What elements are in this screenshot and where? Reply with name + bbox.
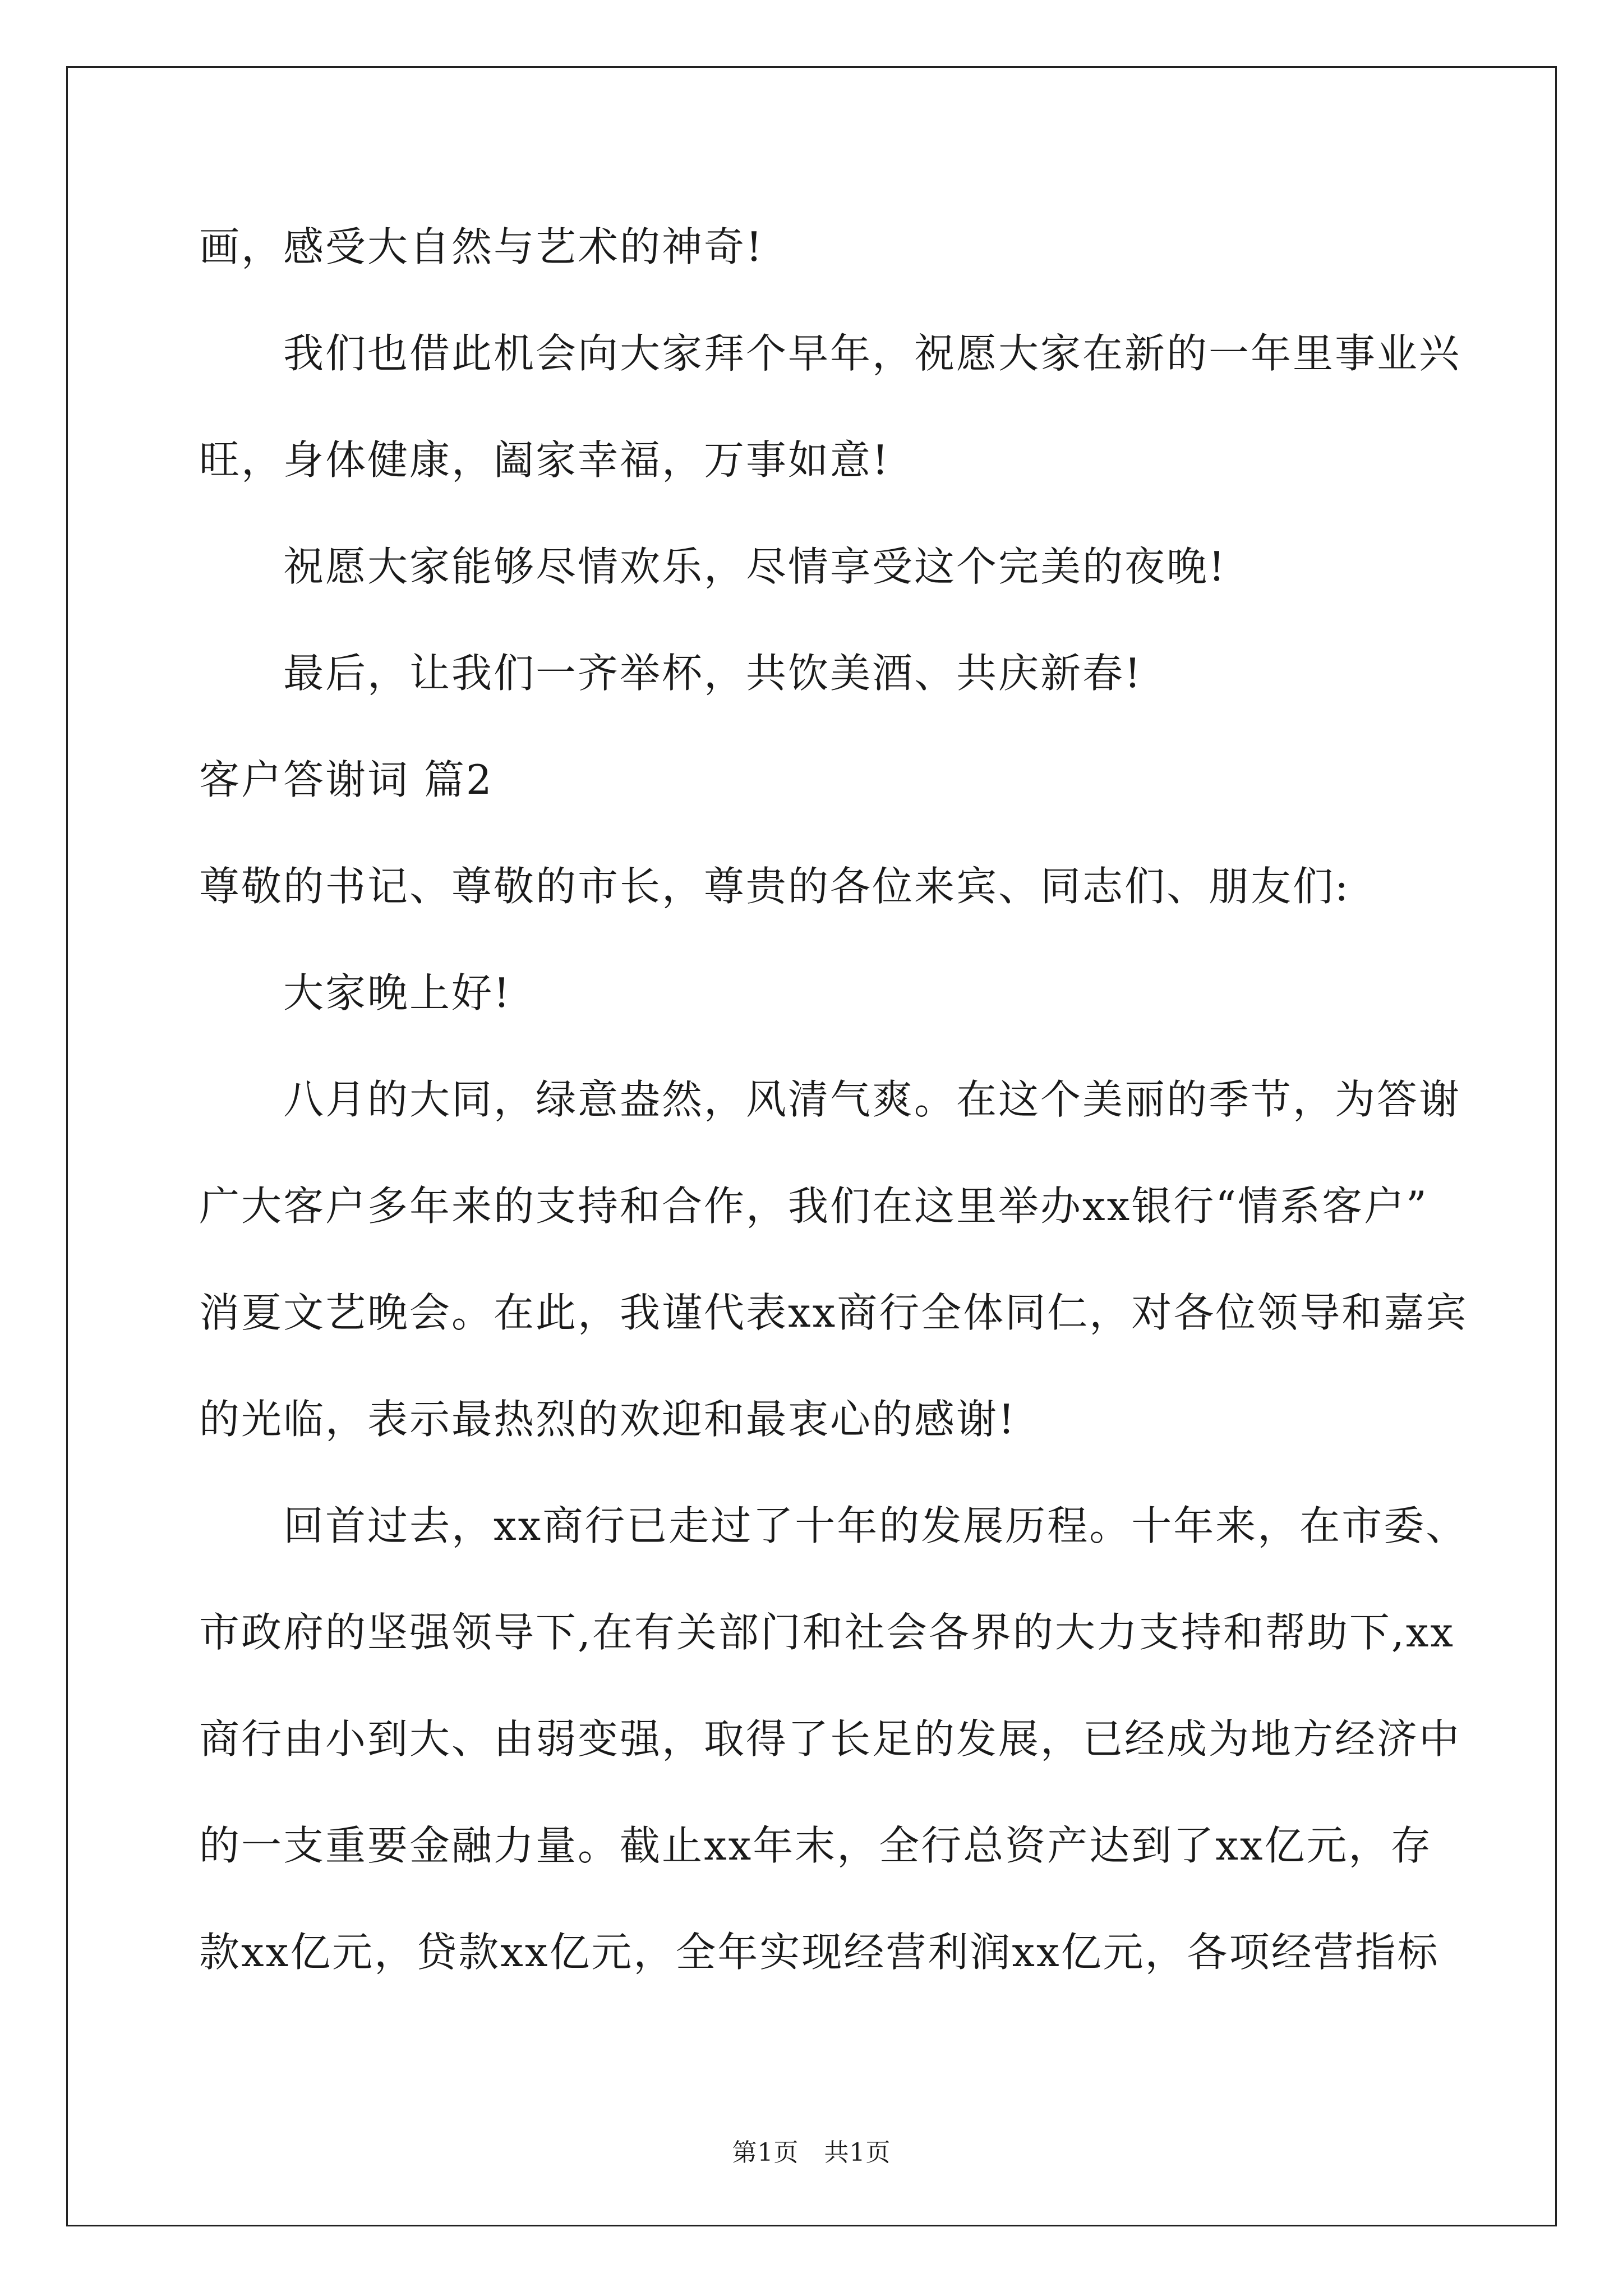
text-line: 广大客户多年来的支持和合作，我们在这里举办xx银行“情系客户”	[199, 1182, 1428, 1230]
paragraph-text-line: 回首过去，xx商行已走过了十年的发展历程。十年来，在市委、	[283, 1502, 1468, 1549]
text-line: 的一支重要金融力量。截止xx年末，全行总资产达到了xx亿元，存	[199, 1822, 1433, 1869]
text-line: 市政府的坚强领导下,在有关部门和社会各界的大力支持和帮助下,xx	[199, 1609, 1455, 1656]
paragraph-text-line: 祝愿大家能够尽情欢乐，尽情享受这个完美的夜晚!	[283, 543, 1227, 590]
section-heading: 客户答谢词 篇2	[199, 756, 494, 803]
page-border	[66, 66, 1557, 2226]
page-footer: 第1页 共1页	[732, 2138, 891, 2167]
paragraph-text-line: 最后，让我们一齐举杯，共饮美酒、共庆新春!	[283, 650, 1142, 697]
paragraph-text-line: 八月的大同，绿意盎然，风清气爽。在这个美丽的季节，为答谢	[283, 1076, 1461, 1123]
text-line: 商行由小到大、由弱变强，取得了长足的发展，已经成为地方经济中	[199, 1715, 1461, 1763]
text-line: 款xx亿元，贷款xx亿元，全年实现经营利润xx亿元，各项经营指标	[199, 1929, 1440, 1976]
salutation: 尊敬的书记、尊敬的市长，尊贵的各位来宾、同志们、朋友们:	[199, 863, 1350, 910]
text-line: 旺，身体健康，阖家幸福，万事如意!	[199, 436, 890, 484]
text-line: 消夏文艺晚会。在此，我谨代表xx商行全体同仁，对各位领导和嘉宾	[199, 1289, 1468, 1336]
text-line: 画，感受大自然与艺术的神奇!	[199, 223, 764, 270]
paragraph-text-line: 我们也借此机会向大家拜个早年，祝愿大家在新的一年里事业兴	[283, 330, 1461, 377]
text-line: 的光临，表示最热烈的欢迎和最衷心的感谢!	[199, 1396, 1016, 1443]
greeting: 大家晚上好!	[283, 969, 511, 1016]
